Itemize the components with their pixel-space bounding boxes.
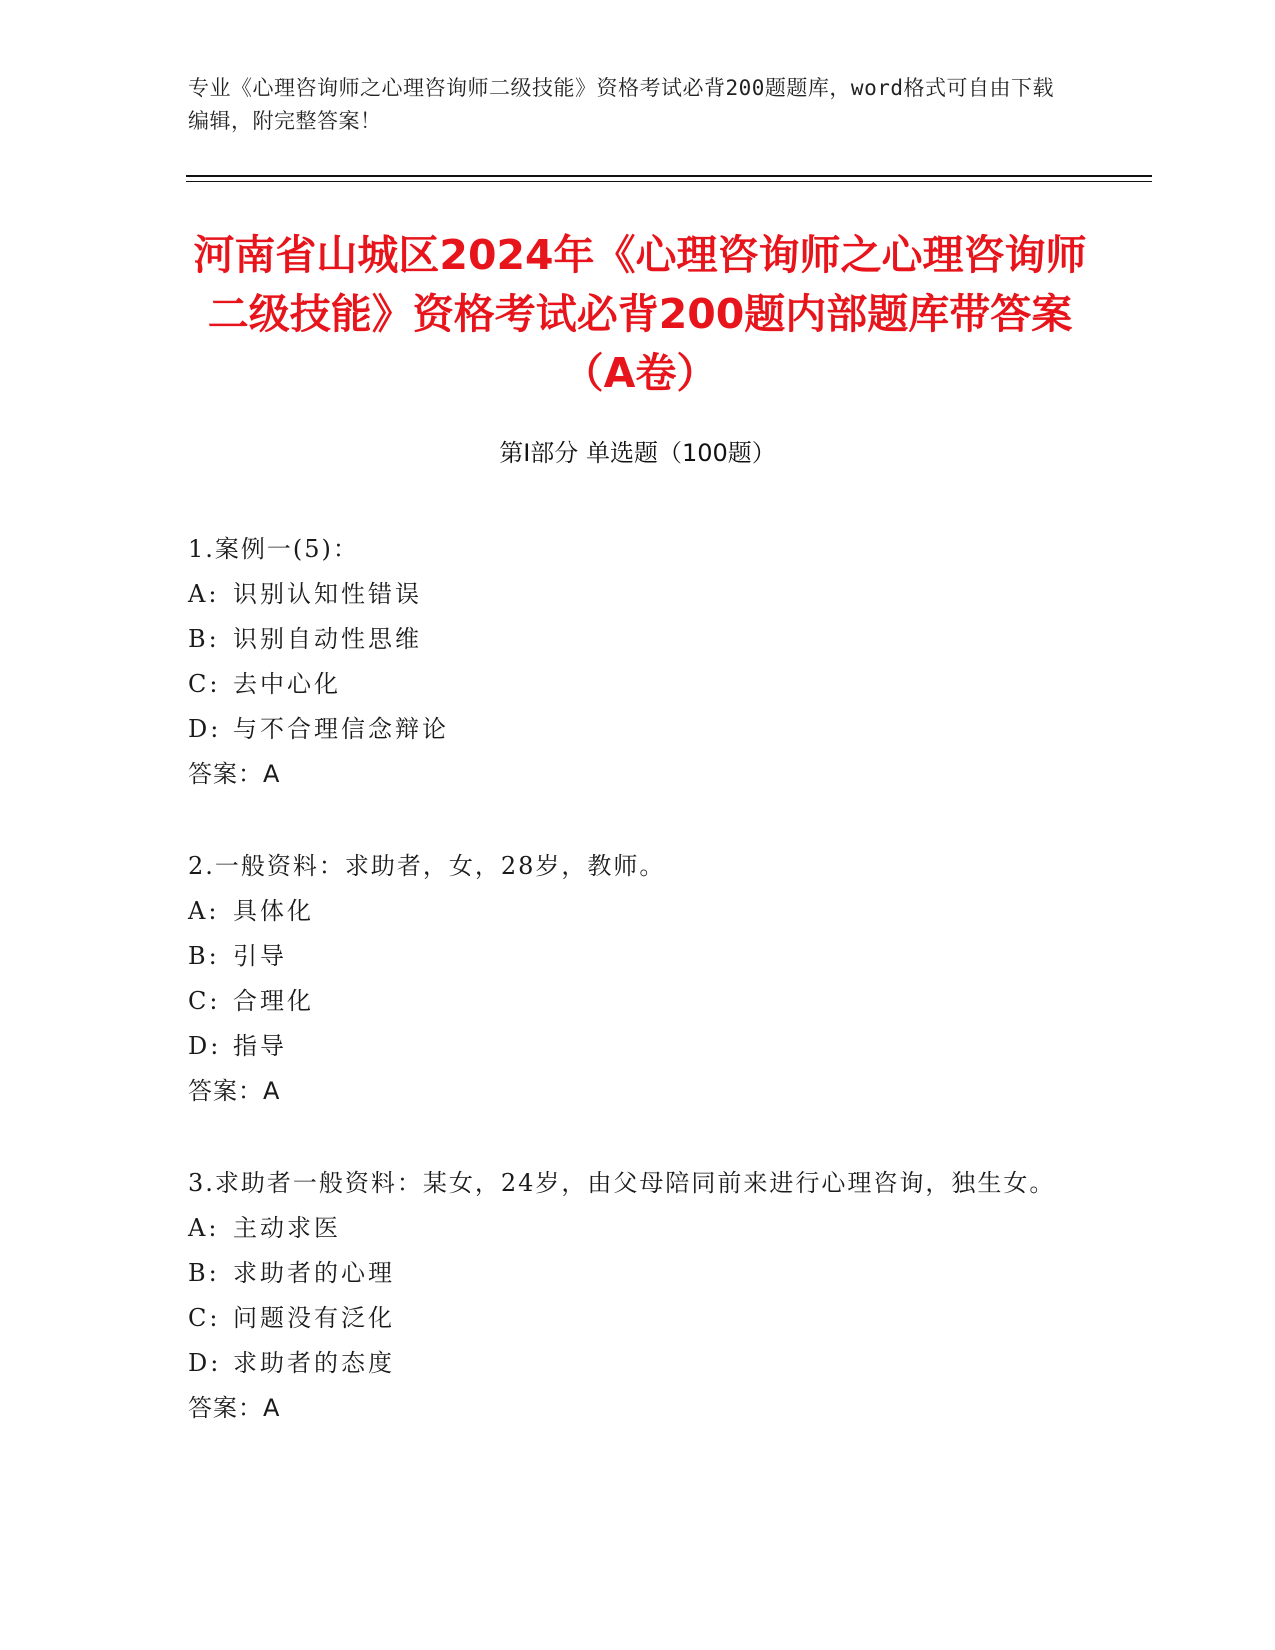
option-text: 主动求医 bbox=[233, 1214, 341, 1242]
option-text: 去中心化 bbox=[233, 670, 341, 698]
option-letter: A: bbox=[188, 1214, 220, 1242]
question-stem: 1.案例一(5)： bbox=[188, 535, 359, 563]
option-c bbox=[188, 662, 1068, 707]
option-letter: D: bbox=[188, 1032, 222, 1060]
header-rule-thin bbox=[186, 181, 1152, 182]
answer-line: 答案：A bbox=[188, 1077, 281, 1105]
option-letter: C: bbox=[188, 670, 221, 698]
question-list bbox=[188, 527, 1068, 1478]
header-note: 专业《心理咨询师之心理咨询师二级技能》资格考试必背200题题库，word格式可自由下载编辑，附完整答案！ bbox=[188, 76, 1054, 133]
option-letter: C: bbox=[188, 987, 221, 1015]
option-text: 合理化 bbox=[233, 987, 314, 1015]
option-text: 具体化 bbox=[233, 897, 314, 925]
option-b bbox=[188, 934, 1068, 979]
option-text: 与不合理信念辩论 bbox=[233, 715, 449, 743]
option-text: 引导 bbox=[233, 942, 287, 970]
option-text: 求助者的心理 bbox=[233, 1259, 395, 1287]
option-d bbox=[188, 1341, 1068, 1386]
option-c bbox=[188, 979, 1068, 1024]
question-1 bbox=[188, 527, 1068, 797]
option-text: 指导 bbox=[233, 1032, 287, 1060]
option-d bbox=[188, 707, 1068, 752]
option-letter: A: bbox=[188, 897, 220, 925]
question-2 bbox=[188, 844, 1068, 1114]
option-b bbox=[188, 617, 1068, 662]
option-letter: A: bbox=[188, 580, 220, 608]
option-text: 识别自动性思维 bbox=[233, 625, 422, 653]
option-letter: B: bbox=[188, 942, 220, 970]
section-title: 第Ⅰ部分 单选题（100题） bbox=[499, 439, 776, 467]
option-letter: C: bbox=[188, 1304, 221, 1332]
header-rule-thick bbox=[186, 175, 1152, 177]
option-letter: B: bbox=[188, 1259, 220, 1287]
answer-line: 答案：A bbox=[188, 760, 281, 788]
option-letter: D: bbox=[188, 715, 222, 743]
option-a bbox=[188, 889, 1068, 934]
option-b bbox=[188, 1251, 1068, 1296]
option-c bbox=[188, 1296, 1068, 1341]
question-stem: 3.求助者一般资料：某女，24岁，由父母陪同前来进行心理咨询，独生女。 bbox=[188, 1169, 1056, 1197]
option-text: 求助者的态度 bbox=[233, 1349, 395, 1377]
answer-line: 答案：A bbox=[188, 1394, 281, 1422]
option-d bbox=[188, 1024, 1068, 1069]
option-a bbox=[188, 1206, 1068, 1251]
option-a bbox=[188, 572, 1068, 617]
option-text: 问题没有泛化 bbox=[233, 1304, 395, 1332]
question-3 bbox=[188, 1161, 1068, 1431]
option-text: 识别认知性错误 bbox=[233, 580, 422, 608]
option-letter: B: bbox=[188, 625, 220, 653]
option-letter: D: bbox=[188, 1349, 222, 1377]
document-title: 河南省山城区2024年《心理咨询师之心理咨询师二级技能》资格考试必背200题内部题库带答案（A卷） bbox=[193, 231, 1087, 397]
question-stem: 2.一般资料：求助者，女，28岁，教师。 bbox=[188, 852, 666, 880]
